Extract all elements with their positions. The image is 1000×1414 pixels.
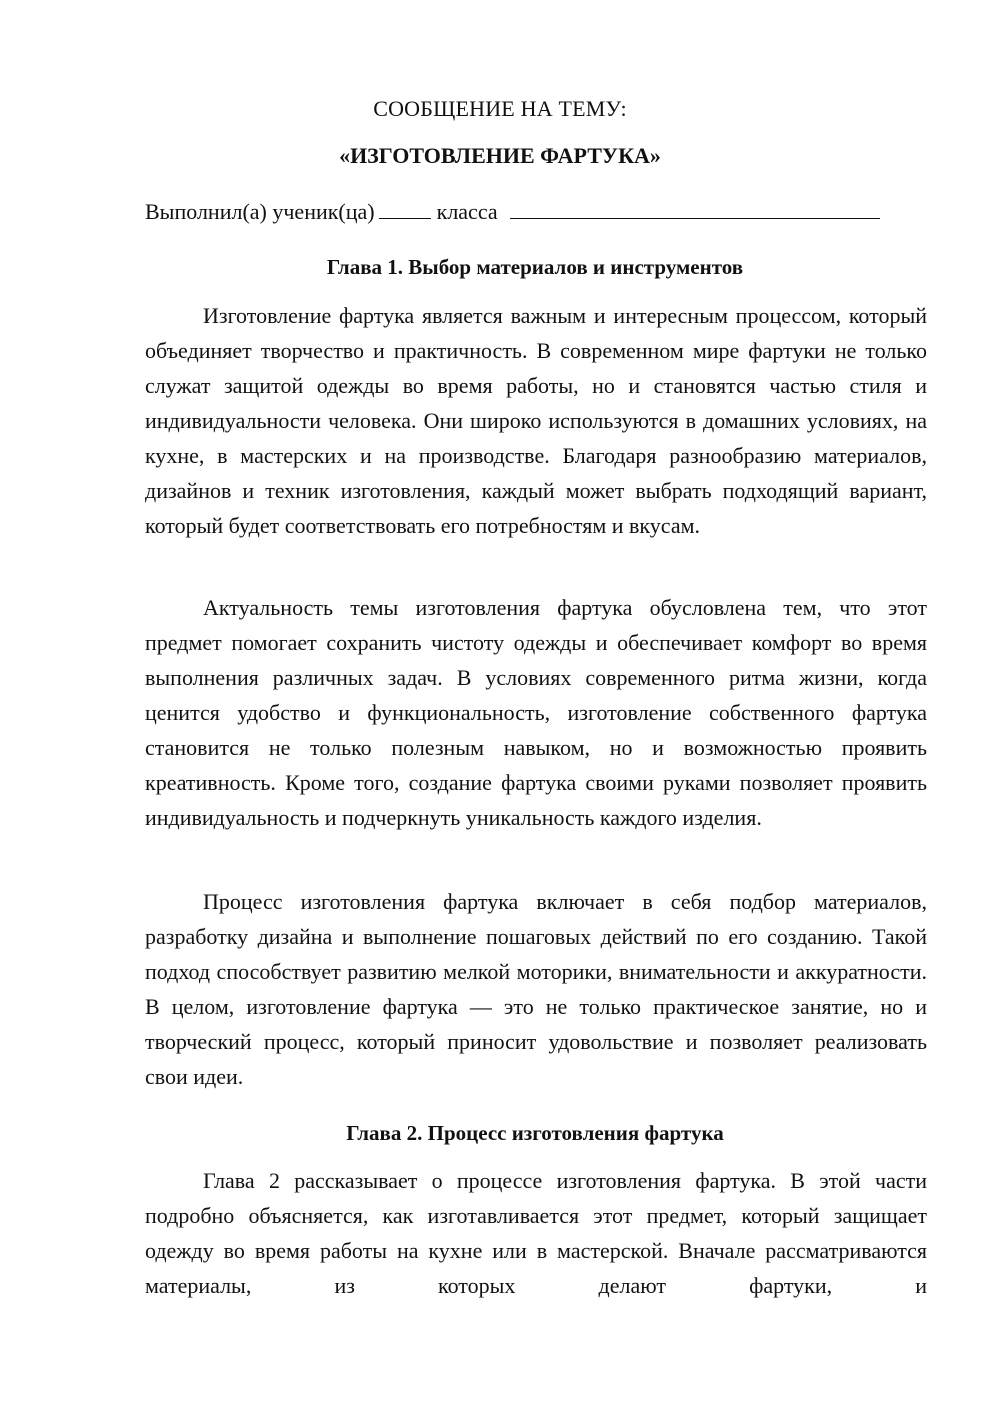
chapter-2-paragraph-1: Глава 2 рассказывает о процессе изготовления фартука. В этой части подробно объясняется, как изготавливается этот предмет, который защищает одежду во время работы на кухне или в мастерской. Вначале рассматриваются материалы, из которых делают фартуки, и xyxy=(145,1168,927,1298)
chapter-1-paragraph-3: Процесс изготовления фартука включает в себя подбор материалов, разработку дизайна и выполнение пошаговых действий по его созданию. Такой подход способствует развитию мелкой моторики, внимательности и аккуратности. В целом, изготовление фартука — это не только практическое занятие, но и творческий процесс, который приносит удовольствие и позволяет реализовать свои идеи. xyxy=(145,889,927,1089)
grade-blank xyxy=(379,194,431,219)
chapter-1-heading: Глава 1. Выбор материалов и инструментов xyxy=(326,255,744,279)
author-prefix: Выполнил(а) ученик(ца) xyxy=(145,199,375,224)
chapter-1-paragraph-1: Изготовление фартука является важным и интересным процессом, который объединяет творчество и практичность. В современном мире фартуки не только служат защитой одежды во время работы, но и становятся частью стиля и индивидуальности человека. Они широко используются в домашних условиях, на кухне, в мастерских и на производстве. Благодаря разнообразию материалов, дизайнов и техник изготовления, каждый может выбрать подходящий вариант, который будет соответствовать его потребностям и вкусам. xyxy=(145,303,927,538)
author-class-label: класса xyxy=(436,199,498,224)
author-line xyxy=(145,194,935,229)
chapter-1-paragraph-2: Актуальность темы изготовления фартука обусловлена тем, что этот предмет помогает сохранить чистоту одежды и обеспечивает комфорт во время выполнения различных задач. В условиях современного ритма жизни, когда ценится удобство и функциональность, изготовление собственного фартука становится не только полезным навыком, но и возможностью проявить креативность. Кроме того, создание фартука своими руками позволяет проявить индивидуальность и подчеркнуть уникальность каждого изделия. xyxy=(145,595,927,830)
chapter-2-heading: Глава 2. Процесс изготовления фартука xyxy=(346,1121,724,1145)
document-title-line-2: «ИЗГОТОВЛЕНИЕ ФАРТУКА» xyxy=(339,143,661,168)
name-blank xyxy=(510,194,880,219)
document-title-line-1: СООБЩЕНИЕ НА ТЕМУ: xyxy=(373,96,627,121)
